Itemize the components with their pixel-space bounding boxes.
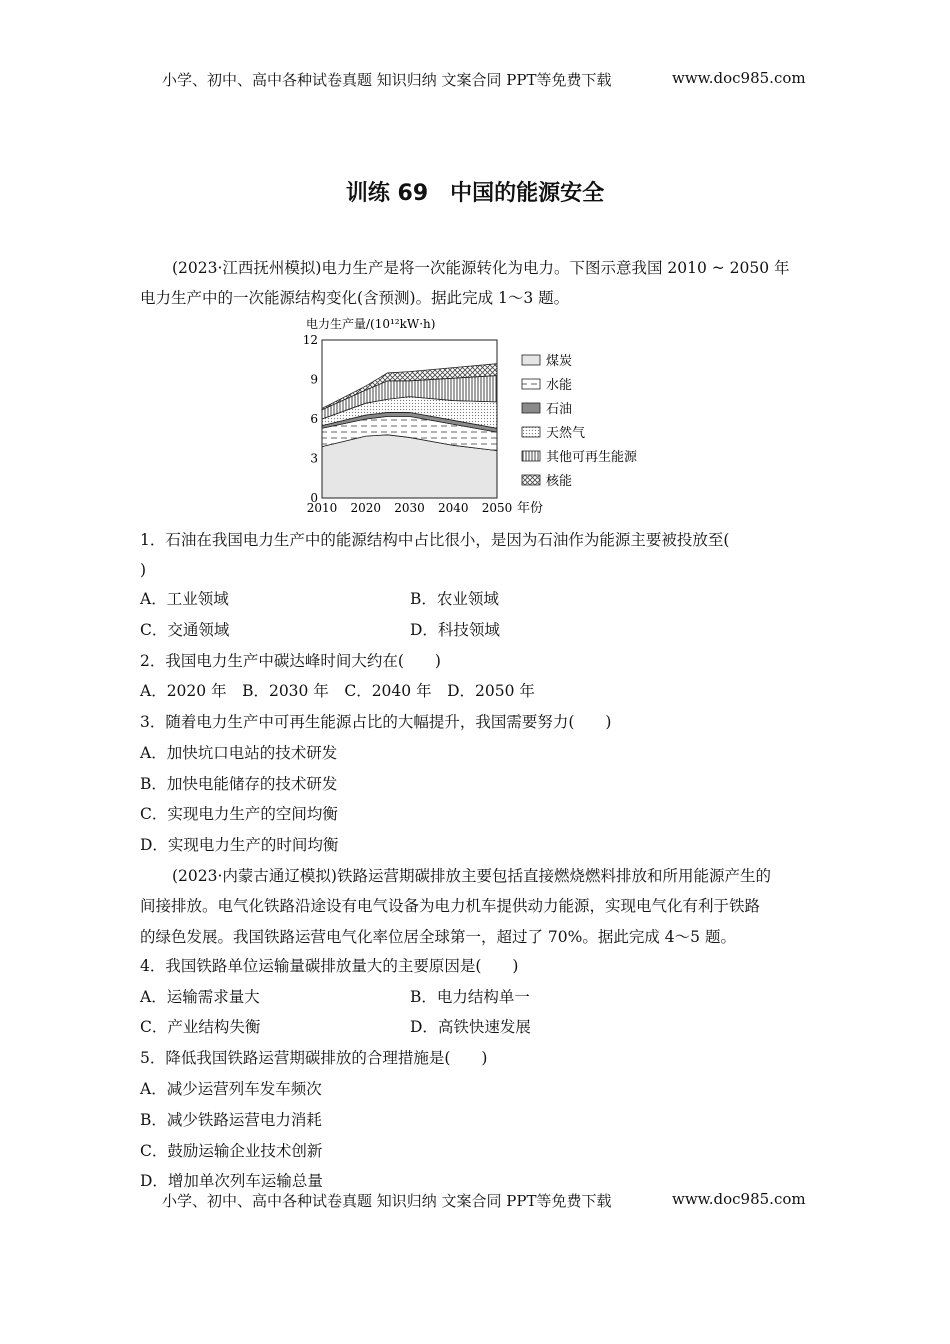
q3-option-d[interactable]: D．实现电力生产的时间均衡 [140,836,339,854]
q5-option-b[interactable]: B．减少铁路运营电力消耗 [140,1111,322,1129]
x-axis-label: 年份 [517,501,544,516]
x-tick-label: 2040 [437,501,469,515]
passage1-line: 电力生产中的一次能源结构变化(含预测)。据此完成 1～3 题。 [140,289,570,307]
x-tick-label: 2030 [394,501,425,515]
q1-option-a[interactable]: A．工业领域 [140,590,229,608]
legend-label: 煤炭 [546,354,573,369]
legend-label: 天然气 [546,426,586,441]
x-tick-label: 2050 [481,501,513,515]
y-tick-label: 12 [302,333,318,347]
q1-stem: 1．石油在我国电力生产中的能源结构中占比很小，是因为石油作为能源主要被投放至( [140,531,730,549]
legend-label: 其他可再生能源 [546,450,638,465]
q4-option-b[interactable]: B．电力结构单一 [410,988,530,1006]
footer-url[interactable]: www.doc985.com [672,1190,806,1208]
q3-option-c[interactable]: C．实现电力生产的空间均衡 [140,805,338,823]
y-tick-label: 6 [310,412,318,426]
passage2-line: 的绿色发展。我国铁路运营电气化率位居全球第一，超过了 70%。据此完成 4～5 题。 [140,928,736,946]
q1-option-d[interactable]: D．科技领域 [410,621,500,639]
header-url[interactable]: www.doc985.com [672,69,806,87]
legend-label: 水能 [546,378,573,393]
passage2-line: 间接排放。电气化铁路沿途设有电气设备为电力机车提供动力能源，实现电气化有利于铁路 [140,897,761,915]
y-axis-label: 电力生产量/(10¹²kW·h) [306,317,436,331]
x-tick-label: 2010 [306,501,338,515]
q5-option-c[interactable]: C．鼓励运输企业技术创新 [140,1142,323,1160]
y-tick-label: 9 [310,372,318,387]
q2-stem: 2．我国电力生产中碳达峰时间大约在( ) [140,652,441,670]
x-tick-label: 2020 [350,501,382,515]
legend-swatch [522,451,540,461]
q1-option-b[interactable]: B．农业领域 [410,590,499,608]
q5-option-a[interactable]: A．减少运营列车发车频次 [140,1080,322,1098]
footer-text: 小学、初中、高中各种试卷真题 知识归纳 文案合同 PPT等免费下载 [162,1192,612,1210]
y-tick-label: 0 [310,491,318,505]
legend-swatch [522,379,540,389]
header-text: 小学、初中、高中各种试卷真题 知识归纳 文案合同 PPT等免费下载 [162,71,612,89]
q5-option-d[interactable]: D．增加单次列车运输总量 [140,1172,323,1190]
q2-options[interactable]: A．2020 年 B．2030 年 C．2040 年 D．2050 年 [140,682,535,700]
q4-option-a[interactable]: A．运输需求量大 [140,988,260,1006]
y-tick-label: 3 [310,451,318,466]
q1-option-c[interactable]: C．交通领域 [140,621,230,639]
q3-option-a[interactable]: A．加快坑口电站的技术研发 [140,744,338,762]
q4-option-c[interactable]: C．产业结构失衡 [140,1018,261,1036]
legend-label: 石油 [546,402,573,417]
page-header [162,69,806,90]
page-title: 训练 69 中国的能源安全 [345,181,605,206]
q1-stem-cont: ) [140,561,147,579]
legend-swatch [522,355,540,365]
q4-stem: 4．我国铁路单位运输量碳排放量大的主要原因是( ) [140,957,519,975]
q4-option-d[interactable]: D．高铁快速发展 [410,1018,531,1036]
legend-swatch [522,403,540,413]
passage2-line: (2023·内蒙古通辽模拟)铁路运营期碳排放主要包括直接燃烧燃料排放和所用能源产生的 [172,867,771,885]
legend-label: 核能 [546,474,573,489]
q5-stem: 5．降低我国铁路运营期碳排放的合理措施是( ) [140,1049,488,1067]
legend-swatch [522,475,540,485]
legend-swatch [522,427,540,437]
passage1-line: (2023·江西抚州模拟)电力生产是将一次能源转化为电力。下图示意我国 2010 ~ 2050 年 [172,259,790,277]
q3-stem: 3．随着电力生产中可再生能源占比的大幅提升，我国需要努力( ) [140,713,612,731]
q3-option-b[interactable]: B．加快电能储存的技术研发 [140,775,338,793]
page-footer [162,1190,806,1211]
energy-chart [300,315,670,520]
